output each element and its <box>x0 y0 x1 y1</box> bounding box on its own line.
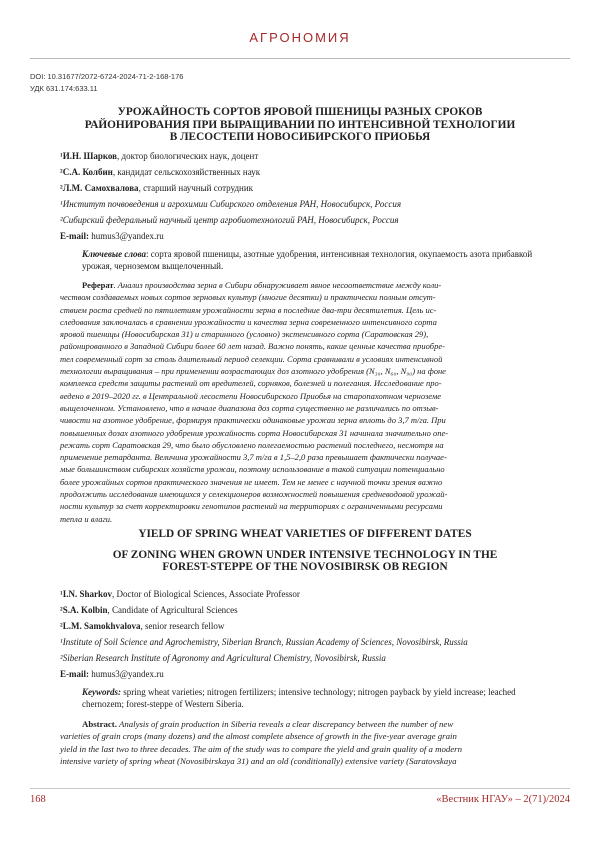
title-en-line: FOREST-STEPPE OF THE NOVOSIBIRSK OB REGION <box>162 561 448 573</box>
udk: УДК 631.174:633.11 <box>30 84 98 93</box>
abstract-line: выщелоченном. Установлено, что в начале диапазона доз сорта существенно не различались по отзыв- <box>60 402 439 413</box>
abstract-line: яровой пшеницы (Новосибирская 31) и старинного (условно) экстенсивного сорта (Саратовская 29), <box>60 329 429 340</box>
author-name: ²L.M. Samokhvalova <box>60 621 141 631</box>
email-label: E-mail: <box>60 231 89 241</box>
author-name: ¹I.N. Sharkov <box>60 589 112 599</box>
affiliation-en: ¹Institute of Soil Science and Agrochemistry, Siberian Branch, Russian Academy of Sciences, Novosibirsk, Russia <box>60 637 468 647</box>
abstract-line: Abstract. Analysis of grain production in Siberia reveals a clear discrepancy between the number of new <box>82 719 454 729</box>
author-name: ²Л.М. Самохвалова <box>60 183 139 193</box>
title-en-line: YIELD OF SPRING WHEAT VARIETIES OF DIFFERENT DATES <box>138 528 472 540</box>
email-ru <box>60 228 550 244</box>
abstract-line: тел современный сорт за столь длительный период селекции. Сорта сравнивали в условиях интенсивной <box>60 353 443 364</box>
abstract-line: yield in the last two to three decades. The aim of the study was to compare the yield and grain quality of a modern <box>60 743 462 754</box>
email-link[interactable]: humus3@yandex.ru <box>91 231 164 241</box>
author-desc: , senior research fellow <box>140 621 225 631</box>
abstract-line: intensive variety of spring wheat (Novosibirskaya 31) and an old (conditionally) extensive variety (Saratovskaya <box>60 755 457 766</box>
title-ru-line: РАЙОНИРОВАНИЯ ПРИ ВЫРАЩИВАНИИ ПО ИНТЕНСИВНОЙ ТЕХНОЛОГИИ <box>84 118 516 131</box>
title-ru <box>75 106 525 144</box>
author-ru <box>60 180 550 196</box>
title-en-line: OF ZONING WHEN GROWN UNDER INTENSIVE TECHNOLOGY IN THE <box>112 548 498 561</box>
author-name: ²S.A. Kolbin <box>60 605 108 615</box>
abstract-line: повышенных дозах азотного удобрения урожайность сорта Новосибирская 31 начинала значительно опе- <box>60 427 449 438</box>
author-name: ¹И.Н. Шарков <box>60 151 118 161</box>
author-desc: , доктор биологических наук, доцент <box>117 151 259 161</box>
abstract-line: Реферат. Анализ производства зерна в Сибири обнаруживает явное несоответствие между коли- <box>82 280 442 290</box>
author-desc: , кандидат сельскохозяйственных наук <box>112 167 261 177</box>
abstract-line: применение ретарданта. Величина урожайности 3,7 т/га в 1,5–2,0 раза превышает фактически получае- <box>60 452 447 463</box>
title-ru-line: В ЛЕСОСТЕПИ НОВОСИБИРСКОГО ПРИОБЬЯ <box>169 131 431 143</box>
keywords-en <box>82 686 550 710</box>
email-link[interactable]: humus3@yandex.ru <box>91 669 164 679</box>
keywords-label: Ключевые слова <box>82 249 146 259</box>
abstract-line: ствием роста средней по пятилетиям урожайности зерна в последние два-три десятилетия. Цель ис- <box>60 304 437 315</box>
authors-en <box>60 586 550 682</box>
keywords-text: spring wheat varieties; nitrogen fertilizers; intensive technology; nitrogen payback by yield increase; leached chernozem; forest-steppe of Western Siberia. <box>82 687 516 709</box>
journal-issue: «Вестник НГАУ» – 2(71)/2024 <box>436 794 570 805</box>
abstract-label: Abstract. <box>82 719 117 729</box>
abstract-label: Реферат <box>82 280 114 290</box>
abstract-line: чеством создаваемых новых сортов зерновых культур (многие десятки) и практически полным отсут- <box>60 292 436 303</box>
author-en <box>60 618 550 634</box>
abstract-line: следования заключалась в сравнении урожайности и качества зерна современного интенсивного сорта <box>60 316 437 327</box>
abstract-ru <box>60 279 550 525</box>
doi: DOI: 10.31677/2072-6724-2024-71-2-168-176 <box>30 72 184 81</box>
affiliation-ru: ¹Институт почвоведения и агрохимии Сибирского отделения РАН, Новосибирск, Россия <box>60 199 402 209</box>
affiliation-ru: ²Сибирский федеральный научный центр агробиотехнологий РАН, Новосибирск, Россия <box>60 215 399 225</box>
abstract-line: varieties of grain crops (many dozens) and the almost complete absence of growth in the five-year average grain <box>60 731 457 742</box>
author-en <box>60 586 550 602</box>
abstract-line: ведено в 2019–2020 гг. в Центральной лесостепи Новосибирского Приобья на старопахотном черноземе <box>60 390 442 401</box>
author-desc: , Doctor of Biological Sciences, Associate Professor <box>111 589 300 599</box>
header-divider <box>30 58 570 59</box>
affiliation-en: ²Siberian Research Institute of Agronomy and Agricultural Chemistry, Novosibirsk, Russia <box>60 653 386 663</box>
author-desc: , Candidate of Agricultural Sciences <box>107 605 238 615</box>
email-en <box>60 666 550 682</box>
section-header: АГРОНОМИЯ <box>249 30 351 45</box>
email-label: E-mail: <box>60 669 89 679</box>
abstract-line: режать сорт Саратовская 29, что было обусловлено полегаемостью растений последнего, несмотря на <box>60 439 444 450</box>
author-name: ²С.А. Колбин <box>60 167 113 177</box>
author-ru <box>60 164 550 180</box>
abstract-line: продолжить исследования имеющихся у селекционеров возможностей повышения средневодовой урожай- <box>60 489 448 500</box>
abstract-line: мые большинством сибирских хозяйств урожаи, поэтому использование в такой ситуации потенциально <box>60 464 445 475</box>
abstract-line: тепла и влаги. <box>60 513 113 524</box>
author-desc: , старший научный сотрудник <box>138 183 254 193</box>
author-ru <box>60 148 550 164</box>
footer-divider <box>30 788 570 789</box>
abstract-line: более урожайных сортов практического значения не имеет. Тем не менее с научной точки зрения важно <box>60 476 443 487</box>
abstract-line: технологии выращивания – при применении возрастающих доз азотного удобрения (N₃₀, N₆₀, N₉₀) на фоне <box>60 366 446 377</box>
title-en <box>60 528 550 574</box>
title-ru-line: УРОЖАЙНОСТЬ СОРТОВ ЯРОВОЙ ПШЕНИЦЫ РАЗНЫХ СРОКОВ <box>117 106 483 118</box>
keywords-label: Keywords: <box>82 687 121 697</box>
authors-ru <box>60 148 550 244</box>
abstract-line: районированного в Западной Сибири более 60 лет назад. Важно понять, какие ценные качества приобре- <box>60 341 445 352</box>
page-number: 168 <box>30 794 46 805</box>
keywords-text: : сорта яровой пшеницы, азотные удобрения, интенсивная технология, окупаемость азота прибавкой урожая, черноземом выщелоченный. <box>82 249 533 271</box>
author-en <box>60 602 550 618</box>
abstract-en <box>60 718 550 767</box>
abstract-line: ности культур за счет корректировки генотипов растений на территориях с ограниченными ресурсами <box>60 501 443 512</box>
abstract-line: чивости на азотное удобрение, формируя практически одинаковые урожаи зерна вплоть до 3,7 т/га. При <box>60 415 446 426</box>
keywords-ru <box>82 248 550 272</box>
abstract-line: комплекса средств защиты растений от вредителей, сорняков, болезней и полегания. Исследование про- <box>60 378 442 389</box>
